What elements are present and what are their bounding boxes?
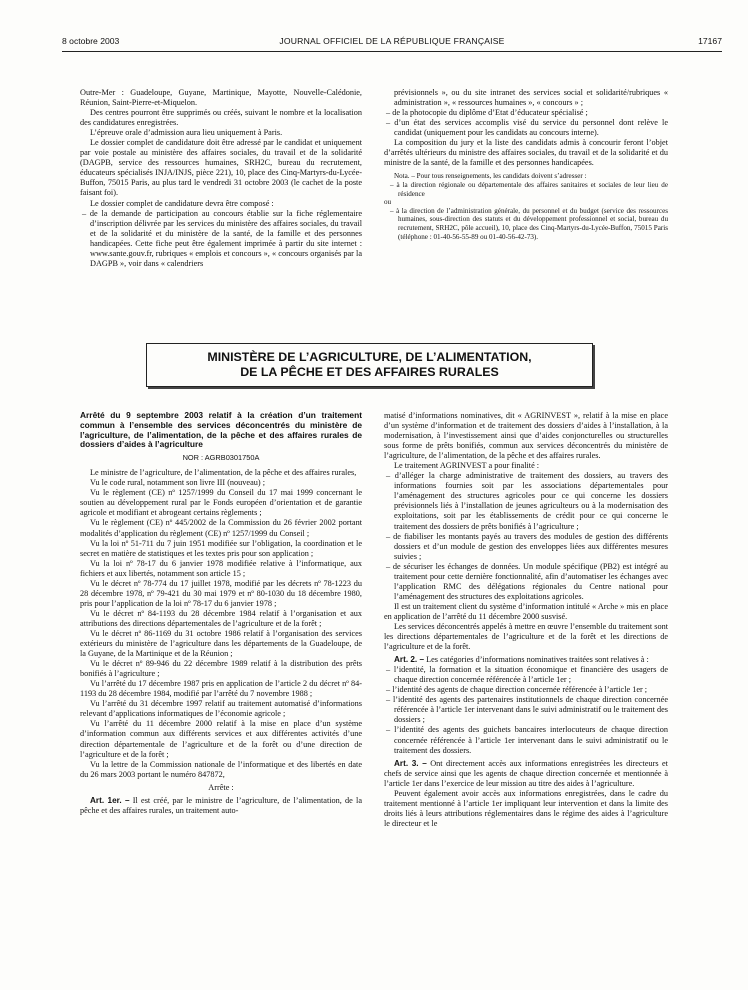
top-right-column bbox=[384, 88, 668, 338]
top-left-column bbox=[80, 88, 362, 338]
visa: Vu le code rural, notamment son livre III (nouveau) ; bbox=[90, 478, 265, 488]
visa: Vu le décret nº 86-1169 du 31 octobre 1986 relatif à l’organisation des services extérieurs du ministère de l’agriculture dans les départements de la Guadeloupe, de la Guyane, de la Martinique et de la Réunion ; bbox=[80, 628, 362, 659]
article-text: Il est créé, par le ministre de l’agriculture, de l’alimentation, de la pêche et des affaires rurales, un traitement auto- bbox=[80, 795, 362, 815]
list-item: – d’alléger la charge administrative de traitement des dossiers, au travers des informations fournies soit par les associations départementales pour l’aménagement des structures agricoles pour ce qui concerne les dossiers prévisionnels liés à l’installation de jeunes agriculteurs ou à la modernisation des exploitations, soit par les établissements de crédit pour ce qui concerne le traitement des dossiers de prêts bonifiés à l’agriculture ; bbox=[386, 471, 668, 531]
header-date: 8 octobre 2003 bbox=[62, 36, 120, 46]
paragraph: Outre-Mer : Guadeloupe, Guyane, Martinique, Mayotte, Nouvelle-Calédonie, Réunion, Saint-Pierre-et-Miquelon. bbox=[80, 88, 362, 108]
paragraph: Des centres pourront être supprimés ou créés, suivant le nombre et la localisation des candidatures enregistrées. bbox=[80, 108, 362, 128]
visa: Vu l’arrêté du 11 décembre 2000 relatif à la mise en place d’un système d’information commun aux différents services et aux différentes activités d’une direction départementale de l’agriculture et de la forêt ou d’une direction de l’agriculture et de la forêt ; bbox=[80, 719, 362, 759]
paragraph: Le dossier complet de candidature devra être composé : bbox=[90, 198, 274, 208]
article-label: Art. 2. – bbox=[394, 655, 425, 665]
visa: Vu le décret nº 78-774 du 17 juillet 1978, modifié par les décrets nº 78-1223 du 28 décembre 1978, nº 79-421 du 30 mai 1979 et nº 80-1030 du 18 décembre 1980, pris pour l’application de la loi nº 78-17 du 6 janvier 1978 ; bbox=[80, 578, 362, 608]
header-page-number: 17167 bbox=[698, 36, 722, 46]
list-item: – l’identité des agents des guichets bancaires interlocuteurs de chaque direction concernée référencée à l’article 1er intervenant dans le suivi administratif ou le traitement des dossiers. bbox=[386, 725, 668, 755]
header-rule bbox=[62, 51, 722, 52]
article-1 bbox=[80, 796, 362, 816]
list-item: – d’un état des services accomplis visé du service du personnel dont relève le candidat (uniquement pour les candidats au concours interne). bbox=[386, 118, 668, 138]
page-header bbox=[62, 36, 722, 50]
arrete-right-column bbox=[384, 411, 668, 983]
nota-intro: Nota. – Pour tous renseignements, les candidats doivent s’adresser : bbox=[394, 172, 587, 181]
ministry-banner bbox=[146, 343, 593, 387]
list-item: – l’identité, la formation et la situation économique et financière des usagers de chaque direction concernée référencée à l’article 1er ; bbox=[386, 665, 668, 685]
ministry-line-1: MINISTÈRE DE L’AGRICULTURE, DE L’ALIMENTATION, bbox=[207, 350, 532, 364]
article-2 bbox=[384, 655, 668, 665]
paragraph: Il est un traitement client du système d’information intitulé « Arche » mis en place en application de l’arrêté du 11 décembre 2000 susvisé. bbox=[384, 601, 668, 621]
list-item: – de la photocopie du diplôme d’Etat d’éducateur spécialisé ; bbox=[386, 108, 588, 118]
article-label: Art. 1er. – bbox=[90, 795, 130, 805]
nota-or: ou bbox=[384, 198, 392, 207]
article-text: Ont directement accès aux informations enregistrées les directeurs et chefs de service ainsi que les agents de chaque direction concernée et mentionnée à l’article 1er dans l’exercice de leur mission au titre des aides à l’agriculture. bbox=[384, 758, 668, 788]
visa: Vu l’arrêté du 17 décembre 1987 pris en application de l’article 2 du décret nº 84-1193 du 28 décembre 1984, modifié par l’arrêté du 7 novembre 1988 ; bbox=[80, 679, 362, 699]
visa: Vu la loi nº 51-711 du 7 juin 1951 modifiée sur l’obligation, la coordination et le secret en matière de statistiques et les textes pris pour son application ; bbox=[80, 538, 362, 558]
list-item: – de fiabiliser les montants payés au travers des modules de gestion des différents dossiers et d’un module de gestion des enveloppes liées aux différentes mesures suivies ; bbox=[386, 531, 668, 561]
nota-block bbox=[384, 172, 668, 241]
article-text: Les catégories d’informations nominatives traitées sont relatives à : bbox=[426, 655, 649, 665]
list-item: – de sécuriser les échanges de données. Un module spécifique (PB2) est intégré au traitement pour cette dernière fonctionnalité, afin d’automatiser les échanges avec l’application RMC des délégations régionales du Centre national pour l’aménagement des structures des exploitations agricoles. bbox=[386, 561, 668, 601]
visa: Vu le règlement (CE) nº 445/2002 de la Commission du 26 février 2002 portant modalités d’application du règlement (CE) nº 1257/1999 du Conseil ; bbox=[80, 518, 362, 538]
paragraph: L’épreuve orale d’admission aura lieu uniquement à Paris. bbox=[90, 128, 283, 138]
visa: Vu l’arrêté du 31 décembre 1997 relatif au traitement automatisé d’informations relevant d’applications informatiques de l’économie agricole ; bbox=[80, 699, 362, 719]
paragraph: prévisionnels », ou du site intranet des services social et solidarité/rubriques « administration », « ressources humaines », « concours » ; bbox=[394, 88, 668, 108]
arrete-word: Arrête : bbox=[208, 782, 234, 792]
list-item: – de la demande de participation au concours établie sur la fiche réglementaire d’inscription délivrée par les services du ministère des affaires sociales, du travail et de la solidarité et du ministère de la santé, de la famille et des personnes handicapées. Cette fiche peut être également imprimée à partir du site internet : www.sante.gouv.fr, rubriques « emplois et concours », « concours organisés par la DAGPB », voir dans « calendriers bbox=[82, 208, 362, 268]
arrete-left-column bbox=[80, 411, 362, 983]
paragraph: Le traitement AGRINVEST a pour finalité : bbox=[394, 461, 540, 471]
visa: Vu le décret nº 89-946 du 22 décembre 1989 relatif à la distribution des prêts bonifiés à l’agriculture ; bbox=[80, 659, 362, 679]
visa: Vu la loi nº 78-17 du 6 janvier 1978 modifiée relative à l’informatique, aux fichiers et aux libertés, notamment son article 15 ; bbox=[80, 558, 362, 578]
visa: Vu le règlement (CE) nº 1257/1999 du Conseil du 17 mai 1999 concernant le soutien au développement rural par le Fonds européen d’orientation et de garantie agricole et modifiant et abrogeant certains règlements ; bbox=[80, 488, 362, 518]
nota-item: – à la direction de l’administration générale, du personnel et du budget (service des ressources humaines, sous-direction des statuts et du développement professionnel et social, bureau du recrutement, SRH2C, pôle accueil), 10, place des Cinq-Martyrs-du-Lycée-Buffon, 75015 Paris (téléphone : 01-40-56-55-89 ou 01-40-56-42-73). bbox=[390, 206, 668, 241]
nota-item: – à la direction régionale ou départementale des affaires sanitaires et sociales de leur lieu de résidence bbox=[390, 180, 668, 198]
visa: Vu la lettre de la Commission nationale de l’informatique et des libertés en date du 26 mars 2003 portant le numéro 847872, bbox=[80, 759, 362, 779]
arrete-title: Arrêté du 9 septembre 2003 relatif à la création d’un traitement commun à l’ensemble des services déconcentrés du ministère de l’agriculture, de l’alimentation, de la pêche et des affaires rurales de dossiers d’aides à l’agriculture bbox=[80, 411, 362, 450]
list-item: – l’identité des agents des partenaires institutionnels de chaque direction concernée référencée à l’article 1er intervenant dans le suivi administratif ou le traitement des dossiers ; bbox=[386, 695, 668, 725]
paragraph: Peuvent également avoir accès aux informations enregistrées, dans le cadre du traitement mentionné à l’article 1er impliquant leur intervention et dans la limite des droits liés à leurs attributions réglementaires dans le régime des aides à l’agriculture le directeur et le bbox=[384, 788, 668, 828]
list-item: – l’identité des agents de chaque direction concernée référencée à l’article 1er ; bbox=[386, 685, 648, 695]
paragraph: Les services déconcentrés appelés à mettre en œuvre l’ensemble du traitement sont les directions départementales de l’agriculture et de la forêt et les directions de l’agriculture et de la forêt. bbox=[384, 621, 668, 652]
paragraph: Le ministre de l’agriculture, de l’alimentation, de la pêche et des affaires rurales, bbox=[90, 468, 357, 478]
paragraph: Le dossier complet de candidature doit être adressé par le candidat et uniquement par voie postale au ministère des affaires sociales, du travail et de la solidarité (DAGPB, service des ressources humaines, SRH2C, bureau du recrutement, éducateurs spécialisés INJA/INJS, pièce 221), 10, place des Cinq-Martyrs-du-Lycée-Buffon, 75015 Paris, au plus tard le vendredi 31 octobre 2003 (le cachet de la poste faisant foi). bbox=[80, 138, 362, 198]
article-3 bbox=[384, 759, 668, 789]
paragraph: matisé d’informations nominatives, dit « AGRINVEST », relatif à la mise en place d’un système d’information et de traitement des dossiers d’aides à l’installation, à la modernisation, à l’investissement ainsi que d’aides conjoncturelles ou structurelles sous forme de prêts bonifiés, commun aux services déconcentrés du ministère de l’agriculture, de l’alimentation, de la pêche et des affaires rurales. bbox=[384, 411, 668, 461]
article-label: Art. 3. – bbox=[394, 758, 427, 768]
visa: Vu le décret nº 84-1193 du 28 décembre 1984 relatif à l’organisation et aux attributions des directions départementales de l’agriculture et de la forêt ; bbox=[80, 608, 362, 628]
paragraph: La composition du jury et la liste des candidats admis à concourir feront l’objet d’arrêtés ultérieurs du ministre des affaires sociales, du travail et de la solidarité et du ministre de la santé, de la famille et des personnes handicapées. bbox=[384, 138, 668, 168]
ministry-line-2: DE LA PÊCHE ET DES AFFAIRES RURALES bbox=[240, 365, 499, 379]
nor-reference: NOR : AGRB0301750A bbox=[182, 453, 260, 463]
header-journal-title: JOURNAL OFFICIEL DE LA RÉPUBLIQUE FRANÇAISE bbox=[279, 36, 505, 46]
